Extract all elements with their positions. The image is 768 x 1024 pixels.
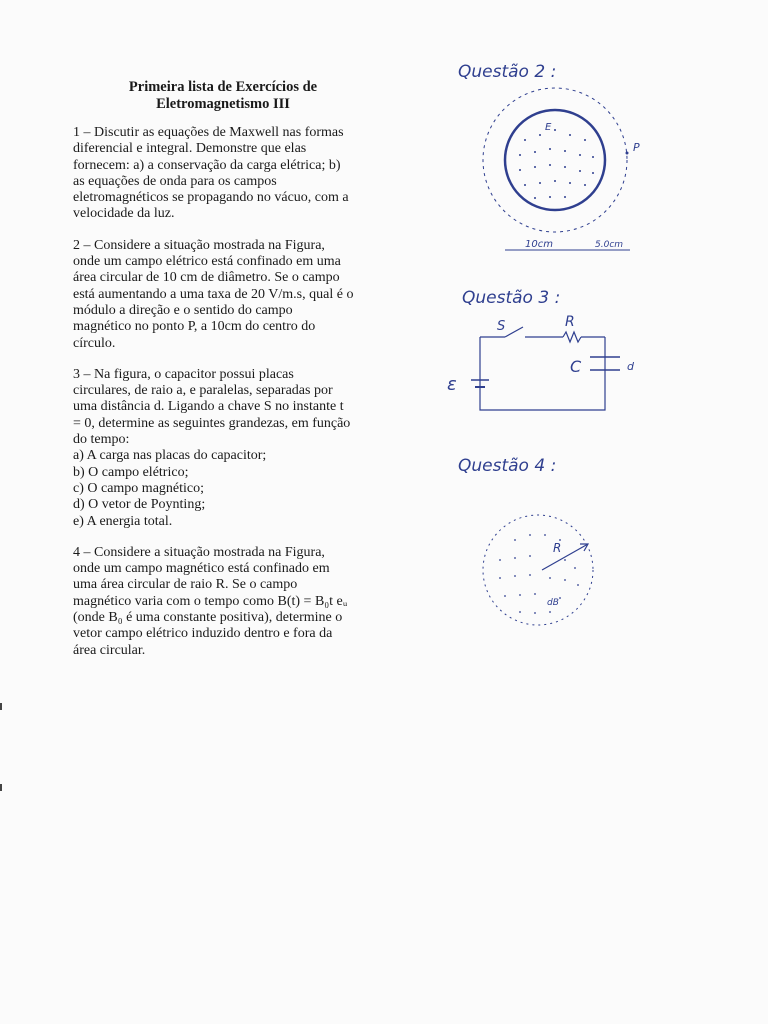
question-line: = 0, determine as seguintes grandezas, em função bbox=[73, 415, 351, 431]
figure-3-circuit bbox=[445, 312, 675, 422]
question-3 bbox=[73, 367, 373, 530]
question-line: velocidade da luz. bbox=[73, 206, 175, 222]
question-line: circulares, de raio a, e paralelas, separadas por bbox=[73, 383, 333, 399]
exercise-list bbox=[73, 79, 373, 674]
margin-mark bbox=[0, 703, 2, 710]
field-label: E bbox=[545, 122, 552, 133]
dim-left-label: 10cm bbox=[525, 239, 553, 250]
question-line: (onde B₀ é uma constante positiva), determine o bbox=[73, 610, 343, 626]
question-line: área circular. bbox=[73, 642, 146, 658]
question-line: 3 – Na figura, o capacitor possui placas bbox=[73, 366, 294, 382]
point-p-label: P bbox=[633, 141, 640, 154]
document-title bbox=[73, 79, 373, 113]
question-line: onde um campo elétrico está confinado em uma bbox=[73, 254, 341, 270]
capacitor-label: C bbox=[570, 357, 582, 376]
title-line-1: Primeira lista de Exercícios de bbox=[128, 79, 318, 95]
source-label: ε bbox=[447, 374, 457, 395]
switch-label: S bbox=[497, 319, 506, 334]
question-2 bbox=[73, 238, 373, 352]
figure-4-diagram bbox=[475, 510, 605, 635]
question-line: c) O campo magnético; bbox=[73, 480, 205, 496]
question-line: uma área circular de raio R. Se o campo bbox=[73, 577, 298, 593]
field-region-boundary bbox=[483, 515, 593, 625]
question-line: magnético varia com o tempo como B(t) = B₀t eᵤ bbox=[73, 593, 348, 609]
question-line: está aumentando a uma taxa de 20 V/m.s, qual é o bbox=[73, 286, 354, 302]
field-label: dB bbox=[547, 598, 559, 608]
title-line-2: Eletromagnetismo III bbox=[156, 96, 290, 112]
question-line: 1 – Discutir as equações de Maxwell nas formas bbox=[73, 125, 344, 140]
question-line: 2 – Considere a situação mostrada na Figura, bbox=[73, 237, 325, 253]
field-dots bbox=[499, 534, 579, 614]
question-1 bbox=[73, 125, 373, 223]
question-line: do tempo: bbox=[73, 432, 130, 448]
question-line: eletromagnéticos se propagando no vácuo, com a bbox=[73, 190, 349, 206]
question-line: vetor campo elétrico induzido dentro e fora da bbox=[73, 626, 333, 642]
field-region-circle bbox=[505, 110, 605, 210]
question-line: uma distância d. Ligando a chave S no instante t bbox=[73, 399, 344, 415]
question-line: as equações de onda para os campos bbox=[73, 173, 277, 189]
point-p-marker bbox=[626, 152, 629, 155]
question-line: e) A energia total. bbox=[73, 513, 173, 529]
switch bbox=[505, 327, 523, 337]
figure-4-label: Questão 4 : bbox=[458, 456, 557, 476]
question-line: d) O vetor de Poynting; bbox=[73, 497, 206, 513]
question-line: b) O campo elétrico; bbox=[73, 464, 189, 480]
question-line: magnético no ponto P, a 10cm do centro do bbox=[73, 319, 316, 335]
question-line: círculo. bbox=[73, 335, 116, 351]
field-dots bbox=[519, 129, 594, 199]
resistor bbox=[563, 332, 581, 342]
circuit-wire bbox=[480, 337, 605, 410]
question-line: onde um campo magnético está confinado em bbox=[73, 561, 330, 577]
question-line: 4 – Considere a situação mostrada na Figura, bbox=[73, 544, 325, 560]
margin-mark bbox=[0, 784, 2, 791]
figure-2-label: Questão 2 : bbox=[458, 62, 557, 82]
resistor-label: R bbox=[565, 314, 575, 330]
question-line: módulo a direção e o sentido do campo bbox=[73, 302, 293, 318]
question-line: área circular de 10 cm de diâmetro. Se o campo bbox=[73, 270, 340, 286]
radius-label: R bbox=[553, 541, 562, 555]
gap-label: d bbox=[627, 360, 634, 373]
radius-arrow bbox=[542, 544, 588, 570]
question-line: diferencial e integral. Demonstre que elas bbox=[73, 141, 307, 157]
question-4 bbox=[73, 545, 373, 659]
dim-right-label: 5.0cm bbox=[595, 240, 624, 250]
figure-2-diagram bbox=[465, 85, 665, 270]
figure-3-label: Questão 3 : bbox=[462, 288, 561, 308]
question-line: a) A carga nas placas do capacitor; bbox=[73, 448, 267, 464]
question-line: fornecem: a) a conservação da carga elétrica; b) bbox=[73, 157, 341, 173]
